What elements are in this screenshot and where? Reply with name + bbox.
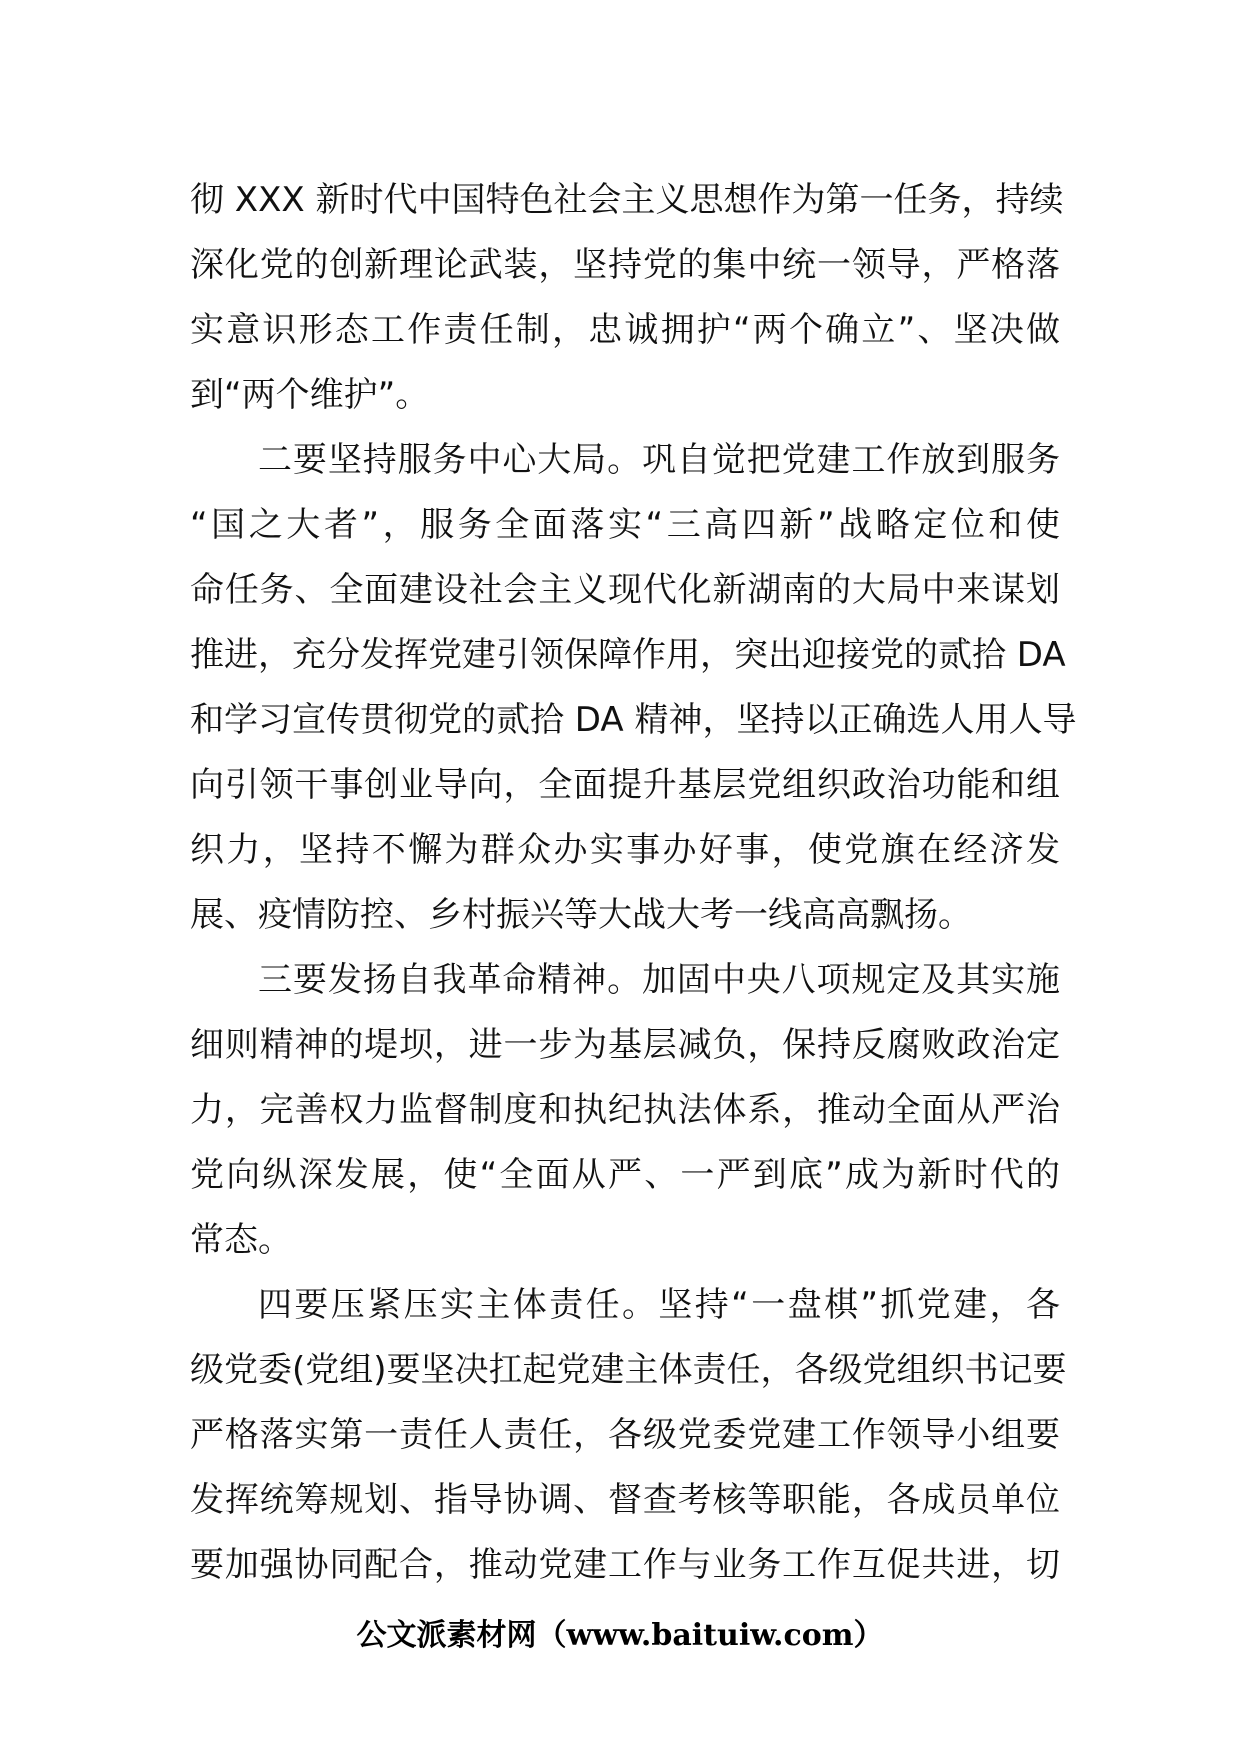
text-line: 展、疫情防控、乡村振兴等大战大考一线高高飘扬。 — [190, 895, 972, 935]
document-body — [190, 168, 1077, 1598]
text-line: “国之大者”，服务全面落实“三高四新”战略定位和使 — [190, 505, 1060, 545]
text-line: 细则精神的堤坝，进一步为基层减负，保持反腐败政治定 — [190, 1025, 1060, 1065]
text-line: 要加强协同配合，推动党建工作与业务工作互促共进，切 — [190, 1545, 1060, 1585]
text-line: 命任务、全面建设社会主义现代化新湖南的大局中来谋划 — [190, 570, 1060, 610]
text-line: 到“两个维护”。 — [190, 375, 430, 415]
text-line: 发挥统筹规划、指导协调、督查考核等职能，各成员单位 — [190, 1480, 1060, 1520]
text-line: 常态。 — [190, 1220, 292, 1260]
text-line: 力，完善权力监督制度和执纪执法体系，推动全面从严治 — [190, 1090, 1060, 1130]
text-line: 彻 XXX 新时代中国特色社会主义思想作为第一任务，持续 — [190, 180, 1064, 220]
paragraph-three-first-line: 三要发扬自我革命精神。加固中央八项规定及其实施 — [258, 960, 1060, 1000]
text-line: 严格落实第一责任人责任，各级党委党建工作领导小组要 — [190, 1415, 1060, 1455]
text-line: 党向纵深发展，使“全面从严、一严到底”成为新时代的 — [190, 1155, 1060, 1195]
text-line: 级党委(党组)要坚决扛起党建主体责任，各级党组织书记要 — [190, 1350, 1067, 1390]
text-line: 向引领干事创业导向，全面提升基层党组织政治功能和组 — [190, 765, 1060, 805]
text-line: 和学习宣传贯彻党的贰拾 DA 精神，坚持以正确选人用人导 — [190, 700, 1077, 740]
text-line: 深化党的创新理论武装，坚持党的集中统一领导，严格落 — [190, 245, 1060, 285]
footer-watermark: 公文派素材网（www.baituiw.com） — [356, 1618, 884, 1653]
text-line: 实意识形态工作责任制，忠诚拥护“两个确立”、坚决做 — [190, 310, 1060, 350]
paragraph-two-first-line: 二要坚持服务中心大局。巩自觉把党建工作放到服务 — [258, 440, 1060, 480]
text-line: 推进，充分发挥党建引领保障作用，突出迎接党的贰拾 DA — [190, 635, 1066, 675]
text-line: 织力，坚持不懈为群众办实事办好事，使党旗在经济发 — [190, 830, 1060, 870]
paragraph-four-first-line: 四要压紧压实主体责任。坚持“一盘棋”抓党建，各 — [258, 1285, 1060, 1325]
